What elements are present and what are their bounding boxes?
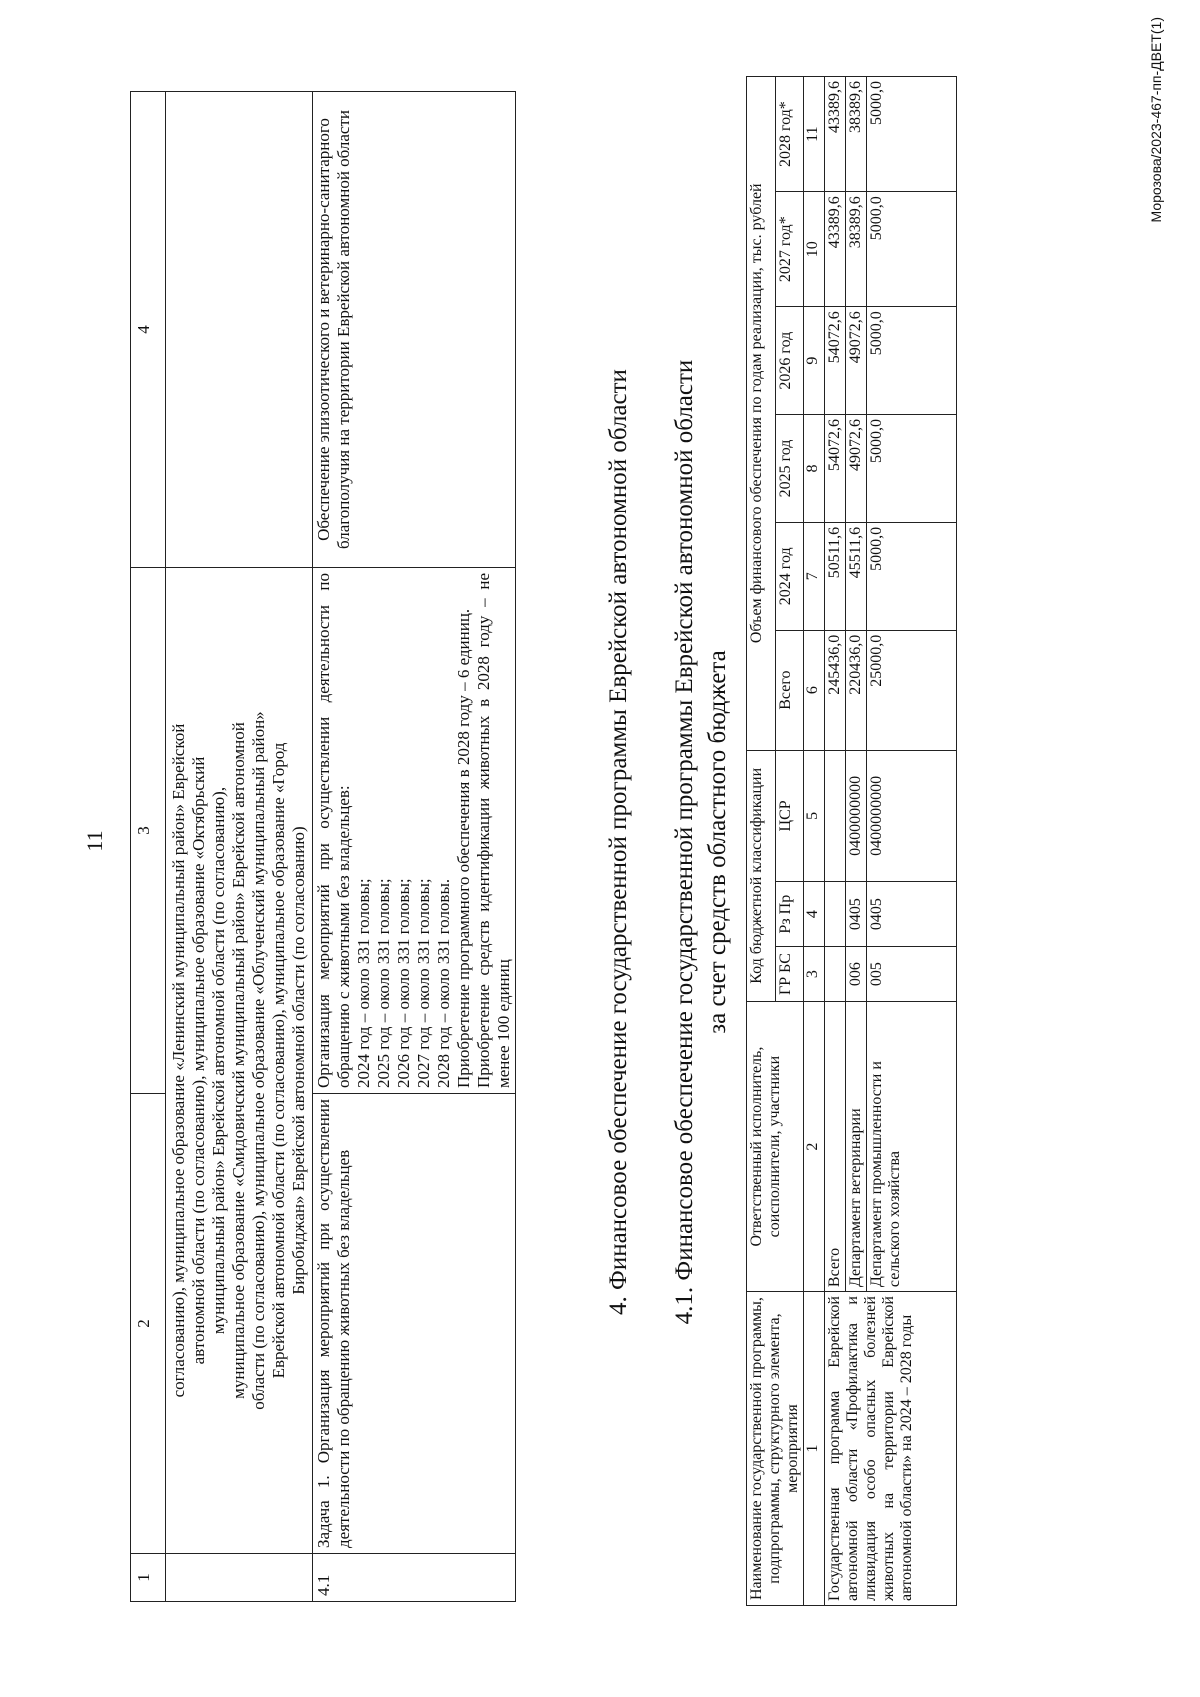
- measures-year-line: 2026 год – около 331 головы;: [394, 878, 413, 1088]
- year-2024-cell: 45511,6: [846, 522, 867, 630]
- participants-line: Еврейской автономной области (по согласованию), муниципальное образование «Город: [269, 742, 288, 1379]
- header-year-2026: 2026 год: [775, 307, 804, 415]
- year-2028-cell: 5000,0: [867, 77, 957, 192]
- header-year-2028: 2028 год*: [775, 77, 804, 192]
- column-number: 3: [804, 947, 825, 1002]
- financing-header-row: [747, 77, 776, 1606]
- page-number: 11: [82, 830, 107, 852]
- year-2025-cell: 54072,6: [825, 415, 846, 523]
- measures-year-line: 2027 год – около 331 головы;: [414, 878, 433, 1088]
- measures-year-line: 2024 год – около 331 головы;: [354, 878, 373, 1088]
- header-cell-4: 4: [131, 92, 166, 568]
- empty-cell: [166, 92, 313, 568]
- year-2025-cell: 5000,0: [867, 415, 957, 523]
- year-2024-cell: 50511,6: [825, 522, 846, 630]
- column-number: 4: [804, 882, 825, 947]
- column-number: 5: [804, 750, 825, 882]
- header-name: Наименование государственной программы, подпрограммы, структурного элемента, мероприятия: [747, 1292, 804, 1606]
- measures-identification: Приобретение средств идентификации животных в 2028 году – не менее 100 единиц: [474, 573, 513, 1088]
- measures-intro: Организация мероприятий при осуществлении деятельности по обращению с животными без владельцев:: [314, 573, 353, 1088]
- column-number: 1: [804, 1292, 825, 1606]
- column-number: 2: [804, 1002, 825, 1292]
- task-cell: Задача 1. Организация мероприятий при осуществлении деятельности по обращению животных без владельцев: [313, 1094, 516, 1554]
- measures-year-line: 2028 год – около 331 головы.: [434, 878, 453, 1088]
- rzpr-cell: [825, 882, 846, 947]
- subsection-heading: [668, 107, 734, 1577]
- column-number: 11: [804, 77, 825, 192]
- grbs-cell: 005: [867, 947, 957, 1002]
- year-2027-cell: 5000,0: [867, 192, 957, 307]
- total-cell: 220436,0: [846, 630, 867, 750]
- year-2027-cell: 38389,6: [846, 192, 867, 307]
- header-budget-code: Код бюджетной классификации: [747, 750, 776, 1002]
- year-2024-cell: 5000,0: [867, 522, 957, 630]
- footer-document-code: Морозова/2023-467-пп-ДВЕТ(1): [1148, 17, 1164, 223]
- financing-table: [746, 76, 957, 1606]
- column-number: 6: [804, 630, 825, 750]
- column-number-row: [804, 77, 825, 1606]
- column-number: 9: [804, 307, 825, 415]
- header-year-2027: 2027 год*: [775, 192, 804, 307]
- row-number-cell: [166, 1554, 313, 1602]
- header-csr: ЦСР: [775, 750, 804, 882]
- csr-cell: 0400000000: [867, 750, 957, 882]
- executor-cell: Всего: [825, 1002, 846, 1292]
- participants-line: Биробиджан» Еврейской автономной области (по согласованию): [289, 826, 308, 1295]
- table-row: [313, 92, 516, 1602]
- continuation-table: [130, 91, 516, 1602]
- header-year-2025: 2025 год: [775, 415, 804, 523]
- grbs-cell: [825, 947, 846, 1002]
- rzpr-cell: 0405: [867, 882, 957, 947]
- grbs-cell: 006: [846, 947, 867, 1002]
- year-2026-cell: 5000,0: [867, 307, 957, 415]
- executor-cell: Департамент промышленности и сельского хозяйства: [867, 1002, 957, 1292]
- participants-line: области (по согласованию), муниципальное образование «Облученский муниципальный район»: [249, 711, 268, 1410]
- participants-line: муниципальный район» Еврейской автономной области (по согласованию),: [209, 786, 228, 1335]
- section-heading: 4. Финансовое обеспечение государственной программы Еврейской автономной области: [605, 369, 632, 1315]
- row-number-cell: 4.1: [313, 1554, 516, 1602]
- subsection-heading-line1: 4.1. Финансовое обеспечение государственной программы Еврейской автономной области: [671, 359, 698, 1325]
- year-2028-cell: 38389,6: [846, 77, 867, 192]
- year-2026-cell: 54072,6: [825, 307, 846, 415]
- executor-cell: Департамент ветеринарии: [846, 1002, 867, 1292]
- year-2025-cell: 49072,6: [846, 415, 867, 523]
- header-rzpr: Рз Пр: [775, 882, 804, 947]
- subsection-heading-line2: за счет средств областного бюджета: [704, 650, 731, 1034]
- column-number: 7: [804, 522, 825, 630]
- csr-cell: 0400000000: [846, 750, 867, 882]
- header-cell-2: 2: [131, 1094, 166, 1554]
- total-cell: 245436,0: [825, 630, 846, 750]
- table-row: [825, 77, 846, 1606]
- header-grbs: ГР БС: [775, 947, 804, 1002]
- column-number: 10: [804, 192, 825, 307]
- csr-cell: [825, 750, 846, 882]
- measures-cell: [313, 568, 516, 1094]
- measures-software: Приобретение программного обеспечения в 2028 году – 6 единиц.: [454, 608, 473, 1088]
- total-cell: 25000,0: [867, 630, 957, 750]
- participants-line: согласованию), муниципальное образование «Ленинский муниципальный район» Еврейской: [169, 723, 188, 1398]
- header-volume: Объем финансового обеспечения по годам реализации, тыс. рублей: [747, 77, 776, 751]
- continuation-table-header: [131, 92, 166, 1602]
- year-2028-cell: 43389,6: [825, 77, 846, 192]
- column-number: 8: [804, 415, 825, 523]
- header-year-2024: 2024 год: [775, 522, 804, 630]
- header-cell-3: 3: [131, 568, 166, 1094]
- header-cell-1: 1: [131, 1554, 166, 1602]
- participants-line: муниципальное образование «Смидовичский муниципальный район» Еврейской автономной: [229, 722, 248, 1399]
- participants-cell: [166, 568, 313, 1554]
- program-name-cell: Государственная программа Еврейской автономной области «Профилактика и ликвидация особо опасных болезней животных на территории Еврейской автономной области» на 2024 – 2028 годы: [825, 1292, 957, 1606]
- measures-year-line: 2025 год – около 331 головы;: [374, 878, 393, 1088]
- rzpr-cell: 0405: [846, 882, 867, 947]
- participants-line: автономной области (по согласованию), муниципальное образование «Октябрьский: [189, 756, 208, 1365]
- year-2027-cell: 43389,6: [825, 192, 846, 307]
- table-row: [166, 92, 313, 1602]
- header-total: Всего: [775, 630, 804, 750]
- year-2026-cell: 49072,6: [846, 307, 867, 415]
- header-executor: Ответственный исполнитель, соисполнители, участники: [747, 1002, 804, 1292]
- result-cell: Обеспечение эпизоотического и ветеринарно-санитарного благополучия на территории Еврейской автономной области: [313, 92, 516, 568]
